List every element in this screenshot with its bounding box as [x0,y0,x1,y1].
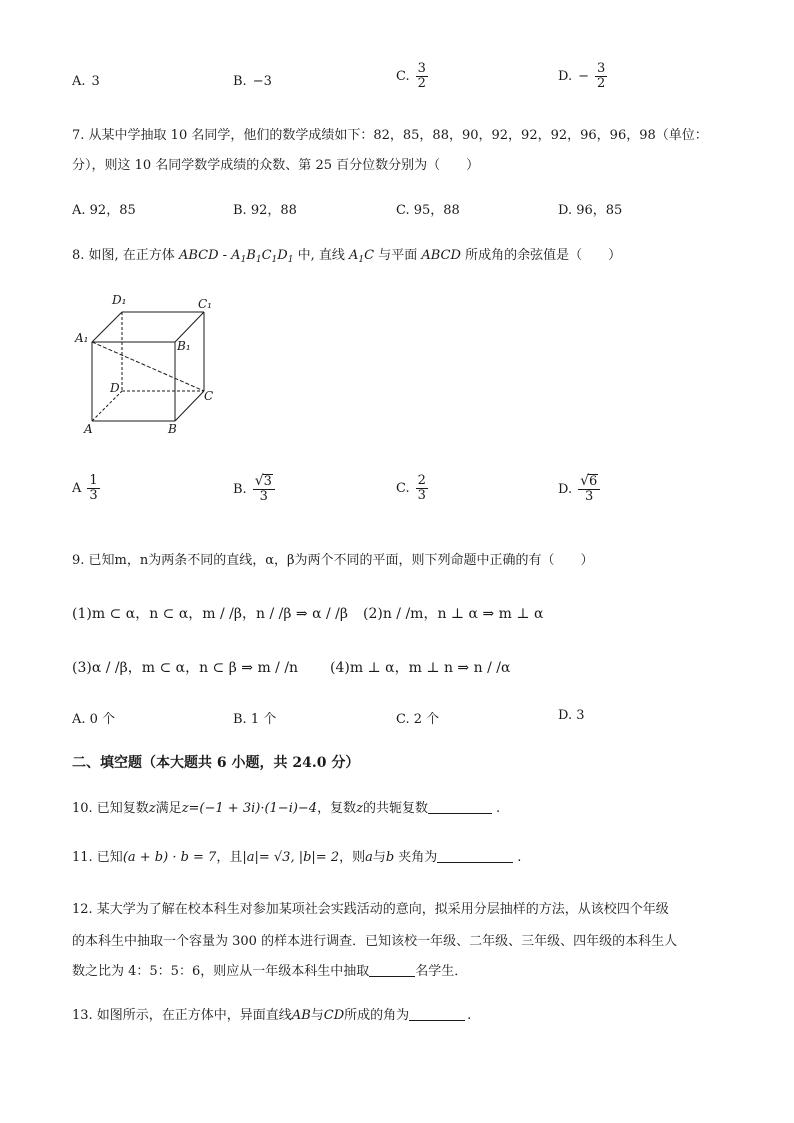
q9-option-d: D. 3 [558,708,585,723]
q6-option-c-label: C. [396,69,410,85]
q13-cd: CD [323,1008,345,1023]
q6-option-d-denominator: 2 [597,76,606,92]
q9-option-b: B. 1 个 [233,712,277,727]
q8-cube-d: D [277,248,288,263]
sqrt-icon: √ [580,473,590,489]
q8-option-b-numerator [253,474,275,490]
edge-a-d [92,391,122,421]
q9-proposition-3: (3)α / /β，m ⊂ α，n ⊂ β ⇒ m / /n [72,660,299,676]
q8-option-d-denominator: 3 [585,489,594,505]
q11-yu: 与 [372,850,386,865]
q11-mid2: ，则 [339,850,366,865]
q8-option-d-fraction [578,474,600,505]
q8-option-c-label: C. [396,481,410,497]
q11-expr: (a + b) · b = 7 [122,850,217,865]
q13-stem [72,1004,471,1023]
q8-sub-d1: 1 [287,255,294,265]
label-b: B [168,422,177,436]
q7-option-a: A. 92，85 [72,203,136,218]
q12-line3 [72,960,467,979]
q8-cube-figure [70,288,230,438]
q13-end: . [467,1008,472,1023]
q13-prefix: 13. 如图所示，在正方体中，异面直线 [72,1008,292,1023]
q10-answer-blank[interactable] [428,801,492,814]
q10-end: . [495,801,501,816]
q9-proposition-4: (4)m ⊥ α，m ⊥ n ⇒ n / /α [330,660,511,676]
q8-option-a [72,474,100,504]
q8-option-c-numerator: 2 [417,473,426,488]
q8-line-name [349,248,374,263]
q11-vec-a: a [365,850,373,865]
q6-option-c-numerator: 3 [417,61,426,76]
q8-cube-c: C [261,248,272,263]
q9-proposition-1: (1)m ⊂ α，n ⊂ α，m / /β，n / /β ⇒ α / /β [72,606,348,622]
q7-option-b: B. 92，88 [233,203,297,218]
q10-mid2: ，复数 [317,801,357,816]
label-a: A [84,422,93,436]
label-d: D [110,381,120,395]
label-a1: A₁ [75,331,89,345]
q10-formula: z=(−1 + 3i)·(1−i)−4 [181,801,318,816]
edge-b-c [175,391,204,421]
q8-suffix: 所成角的余弦值是（ ） [465,248,622,263]
q12-line2: 的本科生中抽取一个容量为 300 的样本进行调查．已知该校一年级、二年级、三年级、四年级的本科生人 [72,934,678,949]
q8-option-c-fraction [416,474,428,504]
q8-cube-base: ABCD - A [178,248,241,263]
q6-option-b [233,74,272,89]
q9-stem: 9. 已知m，n为两条不同的直线，α，β为两个不同的平面，则下列命题中正确的有（ ） [72,553,594,568]
q7-option-d: D. 96，85 [558,203,623,218]
q8-option-a-denominator: 3 [89,488,98,504]
q6-option-b-label: B. [233,74,247,89]
q6-option-d-sign: − [578,69,589,85]
q13-mid: 与 [310,1008,324,1023]
q6-option-c [396,62,428,92]
q8-option-a-numerator: 1 [89,473,98,488]
q8-prefix: 8. 如图, 在正方体 [72,248,175,263]
label-d1: D₁ [112,293,127,307]
q8-option-c [396,474,428,504]
q11-stem [72,846,521,865]
q6-option-d-numerator: 3 [597,61,606,76]
label-c1: C₁ [198,297,212,311]
q6-option-a-label: A. [72,74,86,89]
q8-sub-c1: 1 [271,255,278,265]
q13-suffix: 所成的角为 [344,1008,410,1023]
q9-option-c: C. 2 个 [396,712,440,727]
sqrt-icon: √ [254,473,264,489]
q11-mid: ，且 [216,850,243,865]
q12-answer-blank[interactable] [369,964,415,977]
q8-option-b-radicand: 3 [263,474,272,489]
q8-option-d-label: D. [558,481,573,497]
q6-option-c-fraction [416,62,428,92]
q8-option-d-radicand: 6 [589,474,598,489]
q12-line3-end: 名学生． [415,964,468,979]
q10-mid: 满足 [155,801,182,816]
q7-stem-line1: 7. 从某中学抽取 10 名同学，他们的数学成绩如下：82，85，88，90，92，92，92，96，96，98（单位： [72,128,708,143]
label-b1: B₁ [177,339,191,353]
q8-mid2: 与平面 [378,248,418,263]
q11-suffix: 夹角为 [398,850,438,865]
q11-answer-blank[interactable] [437,850,513,863]
q8-plane-name: ABCD [421,248,461,263]
q8-option-d [558,474,600,505]
q8-option-b [233,474,275,505]
q12-line1: 12. 某大学为了解在校本科生对参加某项社会实践活动的意向，拟采用分层抽样的方法，从该校四个年级 [72,902,669,917]
q10-z: z [148,801,156,816]
q13-ab: AB [291,1008,311,1023]
q8-line-sub: 1 [358,255,365,265]
q13-answer-blank[interactable] [409,1008,465,1021]
q10-prefix: 10. 已知复数 [72,801,149,816]
q8-mid1: 中, 直线 [297,248,345,263]
q6-option-b-value: −3 [252,74,272,89]
section2-heading: 二、填空题（本大题共 6 小题，共 24.0 分） [72,755,360,771]
q8-cube-name [179,248,294,263]
q6-option-d-fraction [595,62,607,92]
q8-option-b-denominator: 3 [259,489,268,505]
q8-sub-a1: 1 [240,255,247,265]
q8-option-b-label: B. [233,481,247,497]
q8-option-c-denominator: 3 [417,488,426,504]
q6-option-a [72,74,100,89]
q9-option-a: A. 0 个 [72,712,116,727]
q11-vec-b: b [385,850,395,865]
q6-option-d [558,62,607,92]
q6-option-c-denominator: 2 [417,76,426,92]
q8-line-a: A [349,248,359,263]
label-c: C [204,389,214,403]
q7-option-c: C. 95，88 [396,203,460,218]
q11-prefix: 11. 已知 [72,850,123,865]
q8-line-c: C [364,248,375,263]
q8-sub-b1: 1 [255,255,262,265]
q8-option-b-fraction [253,474,275,505]
edge-b1-c1 [175,312,204,342]
q8-option-a-fraction [87,474,99,504]
q10-suffix: 的共轭复数 [362,801,428,816]
q7-stem-line2: 分），则这 10 名同学数学成绩的众数、第 25 百分位数分别为（ ） [72,158,480,173]
q8-cube-b: B [246,248,256,263]
q11-abs: |a|= √3, |b|= 2 [242,850,340,865]
q8-option-a-label: A [72,481,82,497]
q6-option-d-label: D. [558,69,573,85]
q8-option-d-numerator [578,474,600,490]
q11-end: . [517,850,522,865]
q10-z-again: z [356,801,363,816]
q6-option-a-value: 3 [91,74,100,89]
q8-stem [72,244,621,265]
q12-line3-start: 数之比为 4：5：5：6，则应从一年级本科生中抽取 [72,964,370,979]
q9-proposition-2: (2)n / /m，n ⊥ α ⇒ m ⊥ α [363,606,544,622]
edge-a1-d1 [92,312,122,342]
q10-stem [72,797,500,816]
